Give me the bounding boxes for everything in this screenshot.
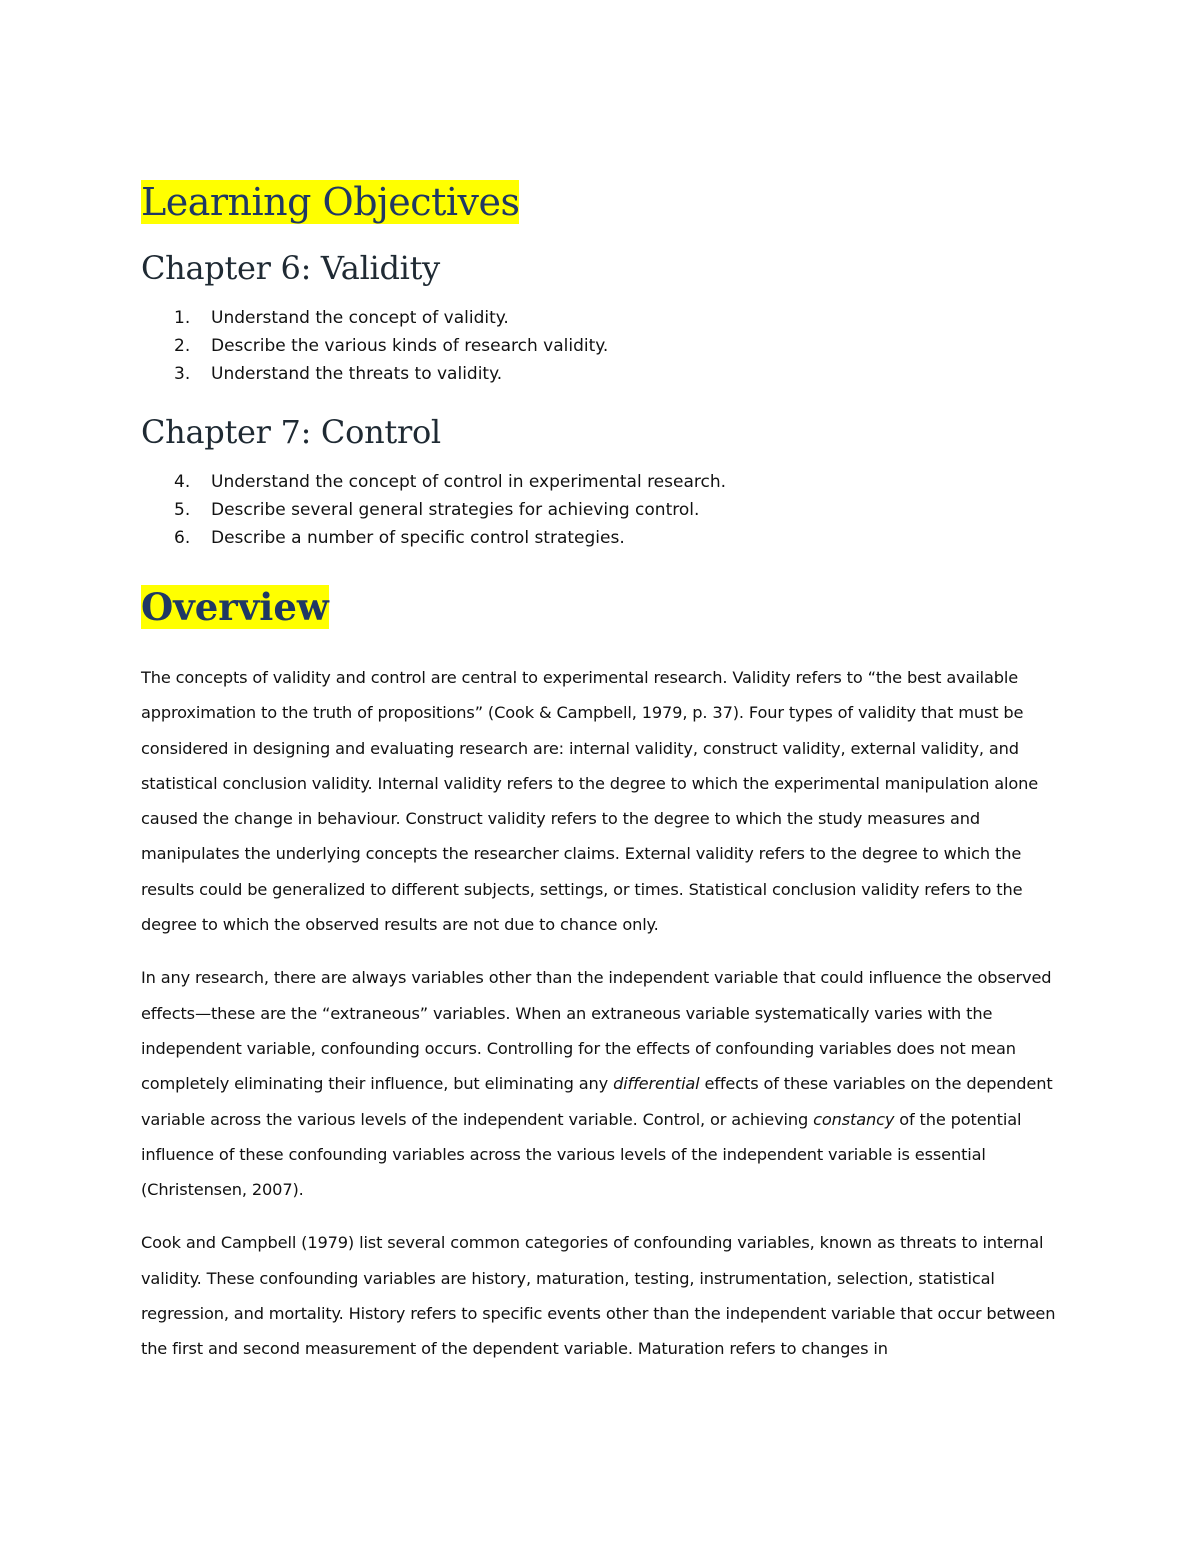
objective-text: Understand the concept of control in experimental research. bbox=[211, 472, 727, 492]
learning-objectives-title-text: Learning Objectives bbox=[141, 180, 520, 224]
chapter-6-objectives-list bbox=[141, 304, 1061, 388]
objective-text: Describe the various kinds of research validity. bbox=[211, 336, 609, 356]
objective-number: 5. bbox=[174, 500, 191, 520]
chapter-7-heading: Chapter 7: Control bbox=[141, 413, 441, 451]
objective-number: 3. bbox=[174, 364, 191, 384]
chapter-6-heading: Chapter 6: Validity bbox=[141, 249, 440, 287]
learning-objectives-title bbox=[141, 172, 1061, 232]
objective-number: 4. bbox=[174, 472, 191, 492]
objective-item bbox=[141, 332, 1061, 360]
objective-text: Describe several general strategies for achieving control. bbox=[211, 500, 700, 520]
objective-item bbox=[141, 468, 1061, 496]
paragraph-text: of the potential influence of these confounding variables across the various levels of the independent variable is essential (Christensen, 2007). bbox=[141, 1109, 1022, 1200]
objective-item bbox=[141, 360, 1061, 388]
objective-text: Understand the threats to validity. bbox=[211, 364, 503, 384]
objective-text: Describe a number of specific control strategies. bbox=[211, 528, 625, 548]
objective-item bbox=[141, 304, 1061, 332]
overview-heading-text: Overview bbox=[141, 585, 329, 629]
paragraph-text: In any research, there are always variables other than the independent variable that could influence the observed effects—these are the “extraneous” variables. When an extraneous variable systematically varies with the independent variable, confounding occurs. Controlling for the effects of confounding variables does not mean completely eliminating their influence, but eliminating any bbox=[141, 968, 1052, 1094]
document-content bbox=[141, 172, 1061, 1367]
objective-text: Understand the concept of validity. bbox=[211, 308, 509, 328]
overview-paragraph-3: Cook and Campbell (1979) list several common categories of confounding variables, known as threats to internal validity. These confounding variables are history, maturation, testing, instrumentation, selection, statistical regression, and mortality. History refers to specific events other than the independent variable that occur between the first and second measurement of the dependent variable. Maturation refers to changes in bbox=[141, 1233, 1056, 1359]
emphasis-text: differential bbox=[613, 1074, 700, 1094]
overview-paragraph-2 bbox=[141, 960, 1061, 1207]
overview-heading bbox=[141, 578, 1061, 636]
objective-item bbox=[141, 524, 1061, 552]
paragraph-text: effects of these variables on the dependent variable across the various levels of the independent variable. Control, or achieving bbox=[141, 1074, 1053, 1129]
emphasis-text: constancy bbox=[813, 1109, 895, 1129]
objective-number: 1. bbox=[174, 308, 191, 328]
overview-paragraph-1: The concepts of validity and control are central to experimental research. Validity refers to “the best available approximation to the truth of propositions” (Cook & Campbell, 1979, p. 37). Four types of validity that must be considered in designing and evaluating research are: internal validity, construct validity, external validity, and statistical conclusion validity. Internal validity refers to the degree to which the experimental manipulation alone caused the change in behaviour. Construct validity refers to the degree to which the study measures and manipulates the underlying concepts the researcher claims. External validity refers to the degree to which the results could be generalized to different subjects, settings, or times. Statistical conclusion validity refers to the degree to which the observed results are not due to chance only. bbox=[141, 668, 1039, 935]
chapter-7-objectives-list bbox=[141, 468, 1061, 552]
objective-item bbox=[141, 496, 1061, 524]
objective-number: 6. bbox=[174, 528, 191, 548]
objective-number: 2. bbox=[174, 336, 191, 356]
